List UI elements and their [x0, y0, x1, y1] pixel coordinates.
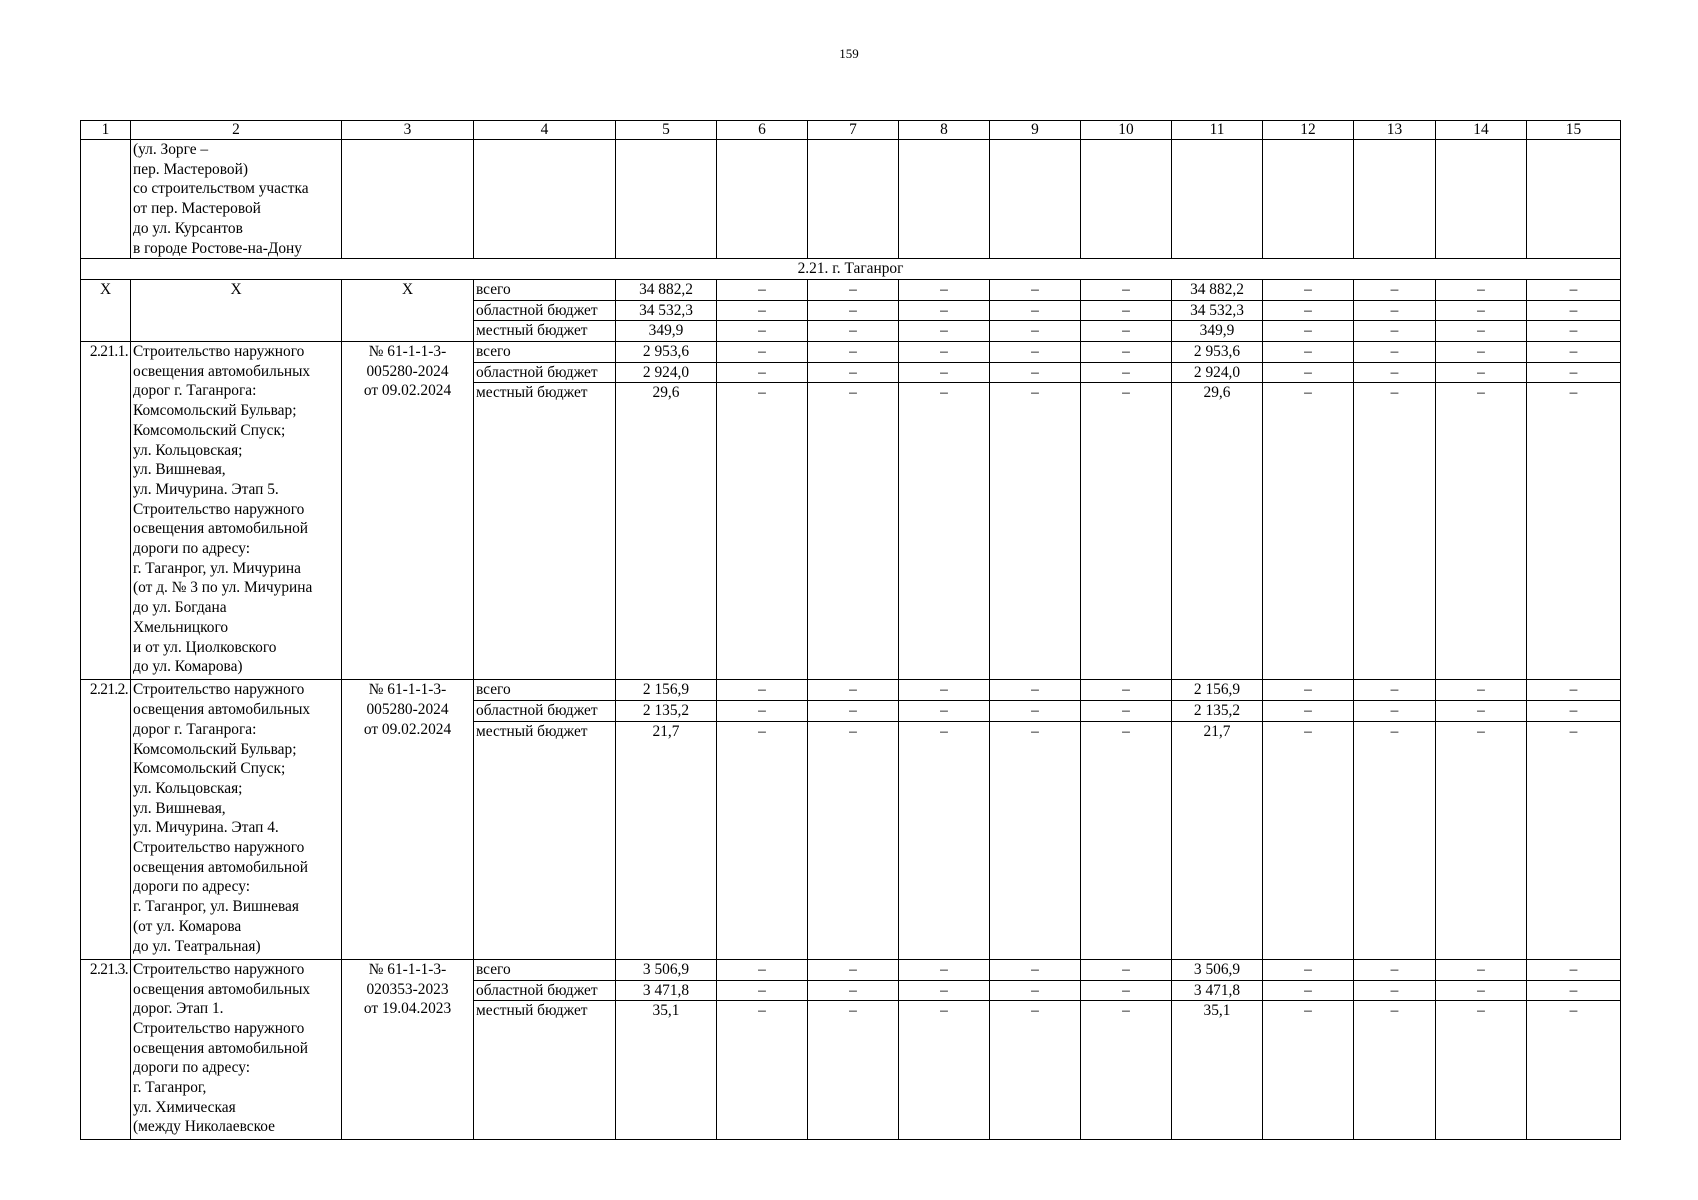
value-cell: – — [1436, 1001, 1527, 1140]
value-cell: – — [1354, 1001, 1436, 1140]
document-cell: № 61-1-1-3- 005280-2024 от 09.02.2024 — [342, 680, 474, 959]
funding-label: местный бюджет — [474, 321, 616, 342]
col-num: 11 — [1172, 121, 1263, 140]
value-cell: – — [1527, 362, 1621, 383]
value-cell: – — [1436, 980, 1527, 1001]
table-cell — [990, 140, 1081, 259]
funding-label: всего — [474, 680, 616, 701]
value-cell: – — [717, 1001, 808, 1140]
value-cell: – — [1081, 383, 1172, 680]
value-cell: – — [899, 980, 990, 1001]
value-cell: – — [990, 342, 1081, 363]
funding-label: всего — [474, 279, 616, 300]
value-cell: – — [1263, 279, 1354, 300]
value-cell: 3 506,9 — [1172, 959, 1263, 980]
value-cell: 21,7 — [616, 721, 717, 959]
table-cell — [808, 140, 899, 259]
value-cell: 349,9 — [1172, 321, 1263, 342]
value-cell: – — [1354, 980, 1436, 1001]
col-num: 3 — [342, 121, 474, 140]
table-cell — [1527, 140, 1621, 259]
value-cell: – — [1436, 959, 1527, 980]
value-cell: – — [1436, 383, 1527, 680]
value-cell: – — [717, 701, 808, 722]
table-cell — [474, 140, 616, 259]
col-num: 10 — [1081, 121, 1172, 140]
value-cell: – — [1436, 701, 1527, 722]
col-num: 6 — [717, 121, 808, 140]
section-title: 2.21. г. Таганрог — [81, 259, 1621, 280]
value-cell: 2 953,6 — [616, 342, 717, 363]
value-cell: – — [717, 980, 808, 1001]
table-cell — [717, 140, 808, 259]
value-cell: – — [1081, 279, 1172, 300]
value-cell: – — [808, 362, 899, 383]
value-cell: – — [808, 721, 899, 959]
value-cell: – — [990, 362, 1081, 383]
value-cell: – — [717, 721, 808, 959]
value-cell: – — [1263, 342, 1354, 363]
value-cell: – — [1263, 300, 1354, 321]
value-cell: – — [1354, 300, 1436, 321]
value-cell: – — [1263, 701, 1354, 722]
value-cell: – — [808, 321, 899, 342]
value-cell: – — [990, 383, 1081, 680]
value-cell: – — [990, 279, 1081, 300]
col-num: 7 — [808, 121, 899, 140]
value-cell: 2 135,2 — [616, 701, 717, 722]
funding-label: местный бюджет — [474, 721, 616, 959]
value-cell: – — [1081, 701, 1172, 722]
value-cell: – — [1081, 980, 1172, 1001]
value-cell: – — [1081, 321, 1172, 342]
col-num: 1 — [81, 121, 131, 140]
document-cell: № 61-1-1-3- 005280-2024 от 09.02.2024 — [342, 342, 474, 680]
value-cell: 35,1 — [1172, 1001, 1263, 1140]
value-cell: – — [1436, 300, 1527, 321]
table-cell — [342, 140, 474, 259]
value-cell: – — [899, 701, 990, 722]
value-cell: – — [1527, 721, 1621, 959]
table-row — [81, 680, 1621, 701]
value-cell: – — [1354, 342, 1436, 363]
table-cell — [1172, 140, 1263, 259]
value-cell: – — [717, 383, 808, 680]
col-num: 2 — [131, 121, 342, 140]
value-cell: – — [808, 342, 899, 363]
value-cell: – — [717, 362, 808, 383]
value-cell: – — [1436, 321, 1527, 342]
value-cell: – — [1354, 701, 1436, 722]
funding-label: местный бюджет — [474, 1001, 616, 1140]
funding-label: областной бюджет — [474, 362, 616, 383]
value-cell: – — [1081, 680, 1172, 701]
value-cell: – — [990, 680, 1081, 701]
col-num: 8 — [899, 121, 990, 140]
value-cell: – — [899, 342, 990, 363]
value-cell: 2 135,2 — [1172, 701, 1263, 722]
value-cell: – — [1527, 980, 1621, 1001]
table-cell — [81, 140, 131, 259]
value-cell: – — [1527, 300, 1621, 321]
funding-label: областной бюджет — [474, 701, 616, 722]
value-cell: – — [808, 980, 899, 1001]
value-cell: – — [717, 321, 808, 342]
value-cell: 3 506,9 — [616, 959, 717, 980]
col-num: 14 — [1436, 121, 1527, 140]
value-cell: – — [1527, 680, 1621, 701]
col-num: 5 — [616, 121, 717, 140]
value-cell: 34 882,2 — [1172, 279, 1263, 300]
totals-c2: Х — [131, 279, 342, 341]
table-cell — [1354, 140, 1436, 259]
value-cell: – — [899, 1001, 990, 1140]
value-cell: 2 924,0 — [1172, 362, 1263, 383]
item-index: 2.21.2. — [81, 680, 131, 959]
funding-label: всего — [474, 959, 616, 980]
col-num: 9 — [990, 121, 1081, 140]
value-cell: – — [1354, 321, 1436, 342]
value-cell: – — [1263, 321, 1354, 342]
table-cell — [1263, 140, 1354, 259]
value-cell: – — [1081, 959, 1172, 980]
table-row — [81, 279, 1621, 300]
value-cell: – — [808, 959, 899, 980]
object-name-cell: (ул. Зорге – пер. Мастеровой) со строительством участка от пер. Мастеровой до ул. Курсантов в городе Ростове-на-Дону — [131, 140, 342, 259]
document-cell: № 61-1-1-3- 020353-2023 от 19.04.2023 — [342, 959, 474, 1139]
value-cell: – — [1527, 959, 1621, 980]
value-cell: – — [717, 342, 808, 363]
value-cell: – — [1263, 721, 1354, 959]
table-cell — [616, 140, 717, 259]
value-cell: – — [808, 300, 899, 321]
table-row — [81, 342, 1621, 363]
value-cell: – — [1263, 959, 1354, 980]
value-cell: 29,6 — [616, 383, 717, 680]
table-cell — [1081, 140, 1172, 259]
table-row — [81, 959, 1621, 980]
value-cell: – — [990, 300, 1081, 321]
col-num: 13 — [1354, 121, 1436, 140]
value-cell: – — [1436, 721, 1527, 959]
value-cell: 2 156,9 — [1172, 680, 1263, 701]
value-cell: – — [808, 701, 899, 722]
object-name-cell: Строительство наружного освещения автомобильных дорог. Этап 1. Строительство наружного освещения автомобильной дороги по адресу: г. Таганрог, ул. Химическая (между Николаевское — [131, 959, 342, 1139]
value-cell: – — [899, 300, 990, 321]
value-cell: – — [808, 383, 899, 680]
value-cell: – — [899, 959, 990, 980]
value-cell: – — [1081, 342, 1172, 363]
value-cell: – — [899, 362, 990, 383]
value-cell: – — [1354, 383, 1436, 680]
value-cell: 2 924,0 — [616, 362, 717, 383]
totals-c1: Х — [81, 279, 131, 341]
value-cell: – — [1527, 321, 1621, 342]
value-cell: – — [1081, 362, 1172, 383]
value-cell: – — [808, 279, 899, 300]
value-cell: – — [717, 680, 808, 701]
value-cell: 34 532,3 — [616, 300, 717, 321]
column-number-row — [81, 121, 1621, 140]
value-cell: – — [1354, 362, 1436, 383]
value-cell: – — [1081, 300, 1172, 321]
value-cell: – — [1527, 279, 1621, 300]
item-index: 2.21.3. — [81, 959, 131, 1139]
value-cell: 34 882,2 — [616, 279, 717, 300]
value-cell: – — [990, 980, 1081, 1001]
value-cell: – — [1354, 959, 1436, 980]
item-index: 2.21.1. — [81, 342, 131, 680]
budget-table — [80, 120, 1621, 1140]
table-cell — [1436, 140, 1527, 259]
value-cell: – — [899, 721, 990, 959]
value-cell: – — [1263, 680, 1354, 701]
funding-label: местный бюджет — [474, 383, 616, 680]
value-cell: – — [990, 701, 1081, 722]
value-cell: 29,6 — [1172, 383, 1263, 680]
value-cell: – — [1436, 362, 1527, 383]
value-cell: – — [1436, 342, 1527, 363]
value-cell: – — [717, 959, 808, 980]
value-cell: 3 471,8 — [1172, 980, 1263, 1001]
object-name-cell: Строительство наружного освещения автомобильных дорог г. Таганрога: Комсомольский Бульвар; Комсомольский Спуск; ул. Кольцовская; ул. Вишневая, ул. Мичурина. Этап 5. Строительство наружного освещения автомобильной дороги по адресу: г. Таганрог, ул. Мичурина (от д. № 3 по ул. Мичурина до ул. Богдана Хмельницкого и от ул. Циолковского до ул. Комарова) — [131, 342, 342, 680]
value-cell: – — [717, 279, 808, 300]
value-cell: 34 532,3 — [1172, 300, 1263, 321]
value-cell: – — [990, 1001, 1081, 1140]
totals-c3: Х — [342, 279, 474, 341]
value-cell: – — [899, 383, 990, 680]
value-cell: – — [1263, 1001, 1354, 1140]
value-cell: – — [990, 721, 1081, 959]
value-cell: – — [1354, 680, 1436, 701]
value-cell: – — [1527, 342, 1621, 363]
value-cell: – — [1354, 721, 1436, 959]
value-cell: – — [1263, 980, 1354, 1001]
funding-label: областной бюджет — [474, 980, 616, 1001]
section-row — [81, 259, 1621, 280]
table-cell — [899, 140, 990, 259]
page-number: 159 — [839, 46, 859, 61]
value-cell: – — [808, 680, 899, 701]
continuation-row — [81, 140, 1621, 259]
funding-label: всего — [474, 342, 616, 363]
value-cell: – — [899, 321, 990, 342]
value-cell: – — [990, 959, 1081, 980]
value-cell: – — [1527, 701, 1621, 722]
funding-label: областной бюджет — [474, 300, 616, 321]
value-cell: 2 953,6 — [1172, 342, 1263, 363]
value-cell: – — [1263, 362, 1354, 383]
value-cell: 3 471,8 — [616, 980, 717, 1001]
value-cell: – — [1263, 383, 1354, 680]
value-cell: – — [1527, 1001, 1621, 1140]
value-cell: – — [1354, 279, 1436, 300]
value-cell: – — [1436, 680, 1527, 701]
value-cell: 349,9 — [616, 321, 717, 342]
value-cell: – — [899, 279, 990, 300]
value-cell: – — [808, 1001, 899, 1140]
value-cell: 21,7 — [1172, 721, 1263, 959]
value-cell: 2 156,9 — [616, 680, 717, 701]
value-cell: – — [1436, 279, 1527, 300]
value-cell: 35,1 — [616, 1001, 717, 1140]
object-name-cell: Строительство наружного освещения автомобильных дорог г. Таганрога: Комсомольский Бульвар; Комсомольский Спуск; ул. Кольцовская; ул. Вишневая, ул. Мичурина. Этап 4. Строительство наружного освещения автомобильной дороги по адресу: г. Таганрог, ул. Вишневая (от ул. Комарова до ул. Театральная) — [131, 680, 342, 959]
col-num: 12 — [1263, 121, 1354, 140]
value-cell: – — [1527, 383, 1621, 680]
value-cell: – — [899, 680, 990, 701]
value-cell: – — [717, 300, 808, 321]
value-cell: – — [1081, 1001, 1172, 1140]
value-cell: – — [1081, 721, 1172, 959]
col-num: 4 — [474, 121, 616, 140]
value-cell: – — [990, 321, 1081, 342]
col-num: 15 — [1527, 121, 1621, 140]
